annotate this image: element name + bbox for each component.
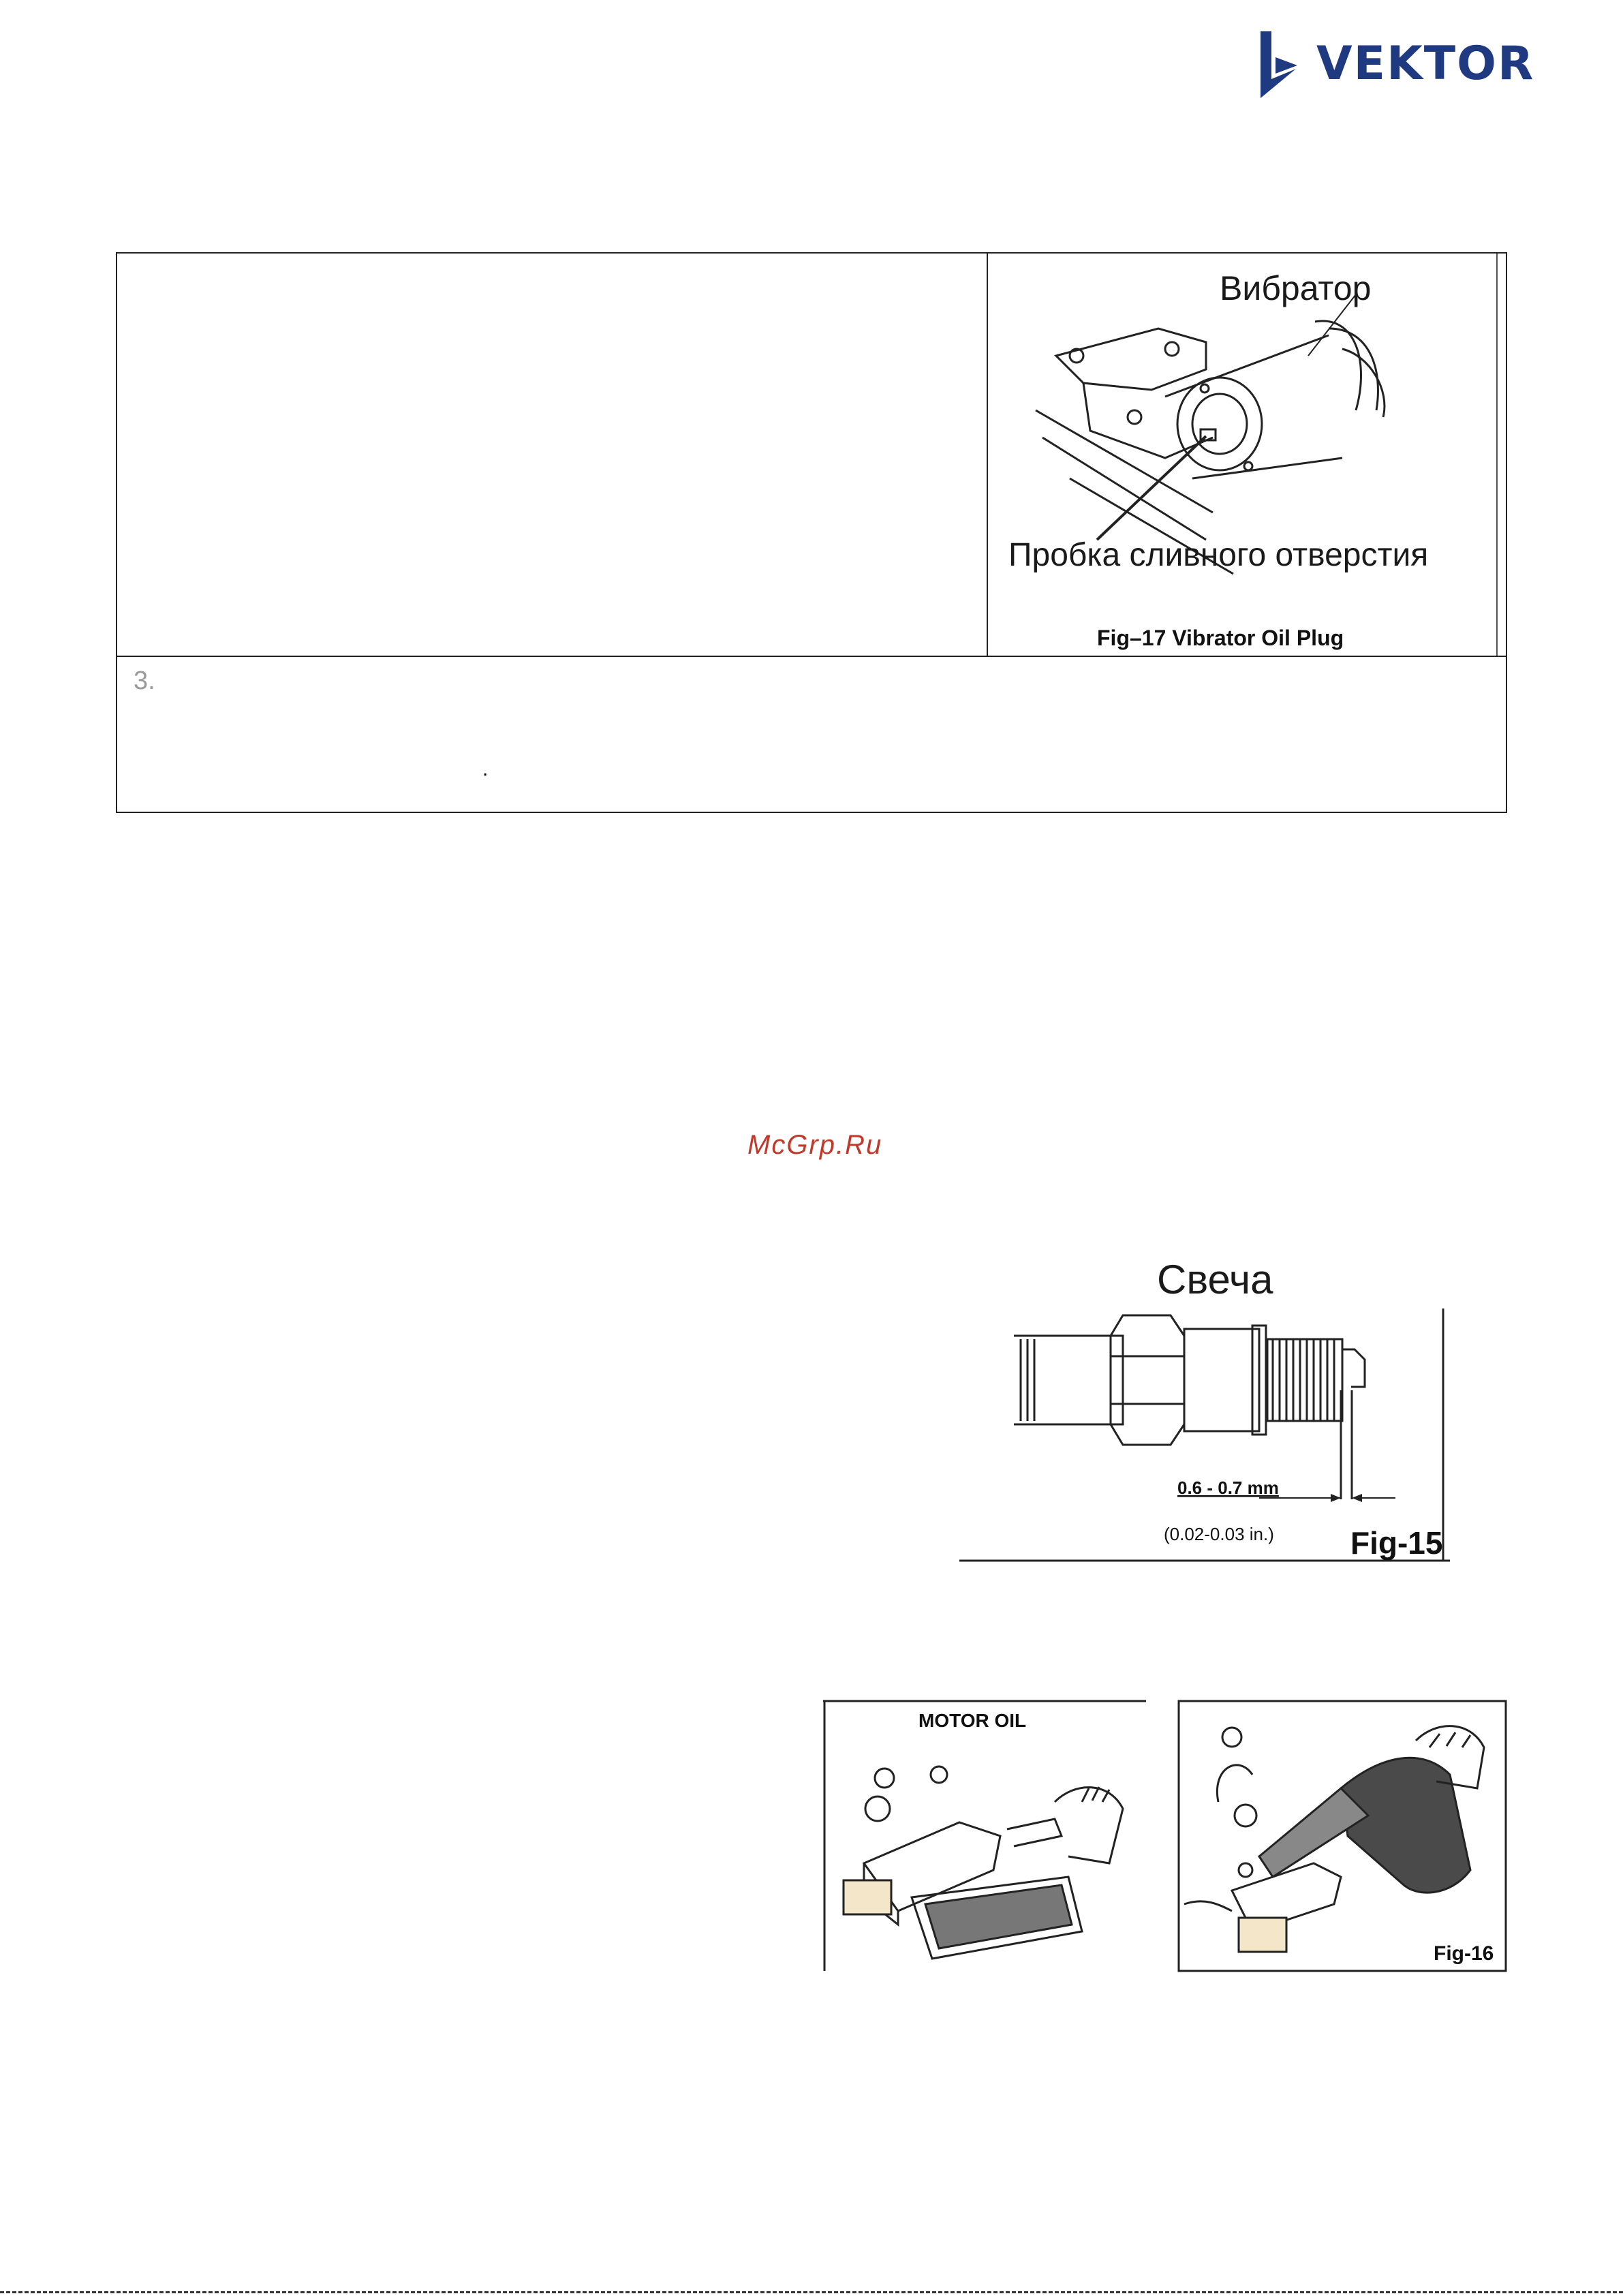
fig15-gap-mm: 0.6 - 0.7 mm (1177, 1478, 1279, 1498)
fig15-spark-plug-figure (959, 1254, 1450, 1567)
logo-text: VEKTOR (1316, 37, 1535, 91)
fig16-fill-oil-figure (1177, 1700, 1507, 1972)
fig17-vibrator-oil-plug-figure (988, 254, 1504, 656)
footer-rule (0, 2291, 1623, 2293)
fig16-caption: Fig-16 (1434, 1942, 1494, 1965)
watermark: McGrp.Ru (747, 1130, 883, 1160)
instruction-table (116, 252, 1507, 813)
fig17-label-drain-plug: Пробка сливного отверстия (1008, 537, 1429, 573)
fig16-motor-oil-title: MOTOR OIL (918, 1710, 1027, 1731)
fig16-drain-oil-figure (823, 1700, 1146, 1972)
step-number: 3. (134, 667, 155, 695)
table-row-divider (117, 656, 1506, 657)
fig15-gap-in: (0.02-0.03 in.) (1164, 1524, 1274, 1544)
fig17-label-vibrator: Вибратор (1220, 269, 1372, 307)
vektor-logo-mark-icon (1259, 30, 1307, 100)
vektor-logo (1259, 27, 1535, 102)
fig15-label-spark-plug: Свеча (1157, 1257, 1273, 1302)
fig17-caption: Fig–17 Vibrator Oil Plug (1097, 626, 1344, 650)
text-mark: . (482, 758, 489, 780)
fig15-caption: Fig-15 (1350, 1525, 1443, 1561)
